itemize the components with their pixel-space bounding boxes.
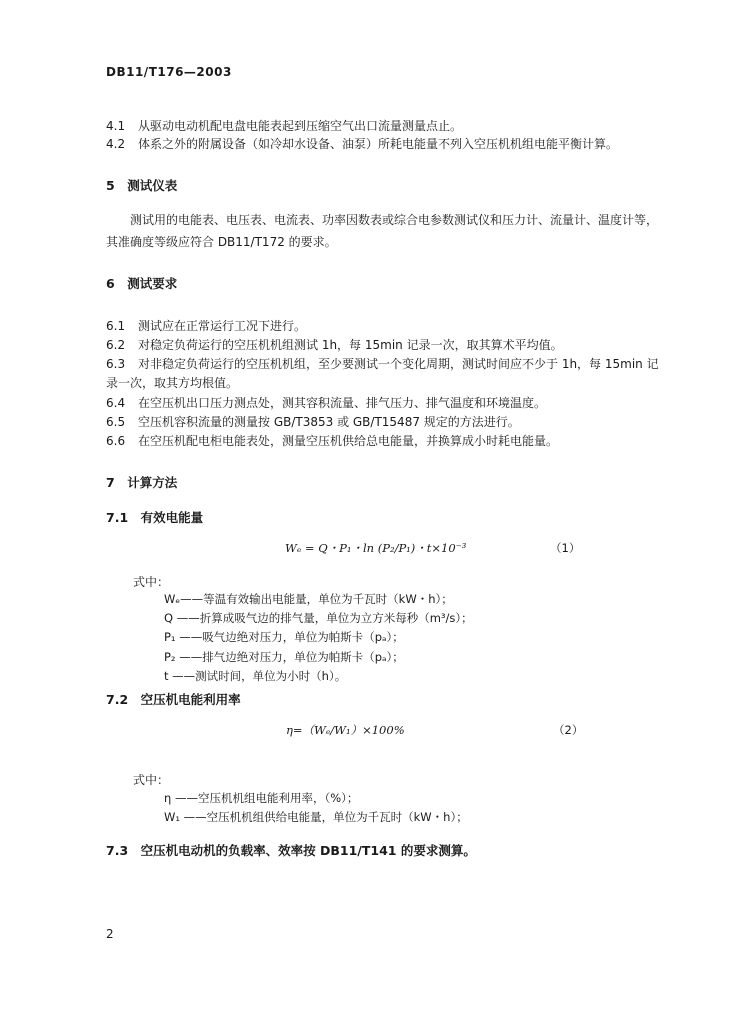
clause-6-3 [106,358,659,370]
page-number: 2 [106,927,114,941]
clause-6-4 [106,397,546,409]
definition-item: η ——空压机机组电能利用率，（%）； [164,791,359,805]
clause-text: 在空压机出口压力测点处，测其容积流量、排气压力、排气温度和环境温度。 [138,396,547,410]
definition-item: t ——测试时间，单位为小时（h）。 [164,669,347,683]
subsection-7-2-heading: 7.2 空压机电能利用率 [106,692,241,707]
definition-item: Wₑ——等温有效输出电能量，单位为千瓦时（kW・h）； [164,592,453,606]
clause-text: 对稳定负荷运行的空压机机组测试 1h，每 15min 记录一次，取其算术平均值。 [138,338,563,352]
definition-item: W₁ ——空压机机组供给电能量，单位为千瓦时（kW・h）； [164,810,468,824]
clause-4-2 [106,138,618,150]
subsection-7-3: 7.3 空压机电动机的负载率、效率按 DB11/T141 的要求测算。 [106,843,476,858]
where-label-2: 式中： [133,773,170,787]
definition-item: P₂ ——排气边绝对压力，单位为帕斯卡（pₐ）； [164,650,404,664]
clause-number: 6.5 [106,415,126,429]
clause-6-3-continuation: 录一次，取其方均根值。 [106,376,239,390]
section-5-heading: 5 测试仪表 [106,178,178,193]
section-5-paragraph-line-2: 其准确度等级应符合 DB11/T172 的要求。 [106,235,337,249]
formula-2: η=（Wₑ/W₁）×100% [286,723,405,737]
clause-text: 对非稳定负荷运行的空压机机组，至少要测试一个变化周期，测试时间应不少于 1h，每 15min 记 [138,357,659,371]
clause-6-6 [106,435,558,447]
clause-number: 6.6 [106,434,126,448]
clause-text: 从驱动电动机配电盘电能表起到压缩空气出口流量测量点止。 [138,119,463,133]
formula-1-number: （1） [550,541,581,555]
section-6-heading: 6 测试要求 [106,276,178,291]
formula-2-number: （2） [553,723,584,737]
clause-number: 6.4 [106,396,126,410]
clause-6-2 [106,339,563,351]
clause-number: 4.2 [106,137,126,151]
clause-number: 6.3 [106,357,126,371]
clause-4-1 [106,120,462,132]
section-5-paragraph-line-1: 测试用的电能表、电压表、电流表、功率因数表或综合电参数测试仪和压力计、流量计、温度计等， [130,213,659,227]
definition-item: Q ——折算成吸气边的排气量，单位为立方米每秒（m³/s）； [164,611,473,625]
clause-number: 6.2 [106,338,126,352]
subsection-7-1-heading: 7.1 有效电能量 [106,510,204,525]
formula-1: Wₑ = Q・P₁・ln (P₂/P₁)・t×10⁻³ [285,541,467,555]
definition-item: P₁ ——吸气边绝对压力，单位为帕斯卡（pₐ）； [164,630,404,644]
where-label-1: 式中： [133,575,170,589]
clause-text: 在空压机配电柜电能表处，测量空压机供给总电能量，并换算成小时耗电能量。 [138,434,559,448]
clause-number: 6.1 [106,319,126,333]
clause-text: 体系之外的附属设备（如冷却水设备、油泵）所耗电能量不列入空压机机组电能平衡计算。 [138,137,619,151]
clause-6-5 [106,416,520,428]
clause-6-1 [106,320,306,332]
clause-text: 测试应在正常运行工况下进行。 [138,319,307,333]
section-7-heading: 7 计算方法 [106,475,178,490]
clause-text: 空压机容积流量的测量按 GB/T3853 或 GB/T15487 规定的方法进行。 [138,415,520,429]
clause-number: 4.1 [106,119,126,133]
document-id: DB11/T176—2003 [106,65,232,79]
